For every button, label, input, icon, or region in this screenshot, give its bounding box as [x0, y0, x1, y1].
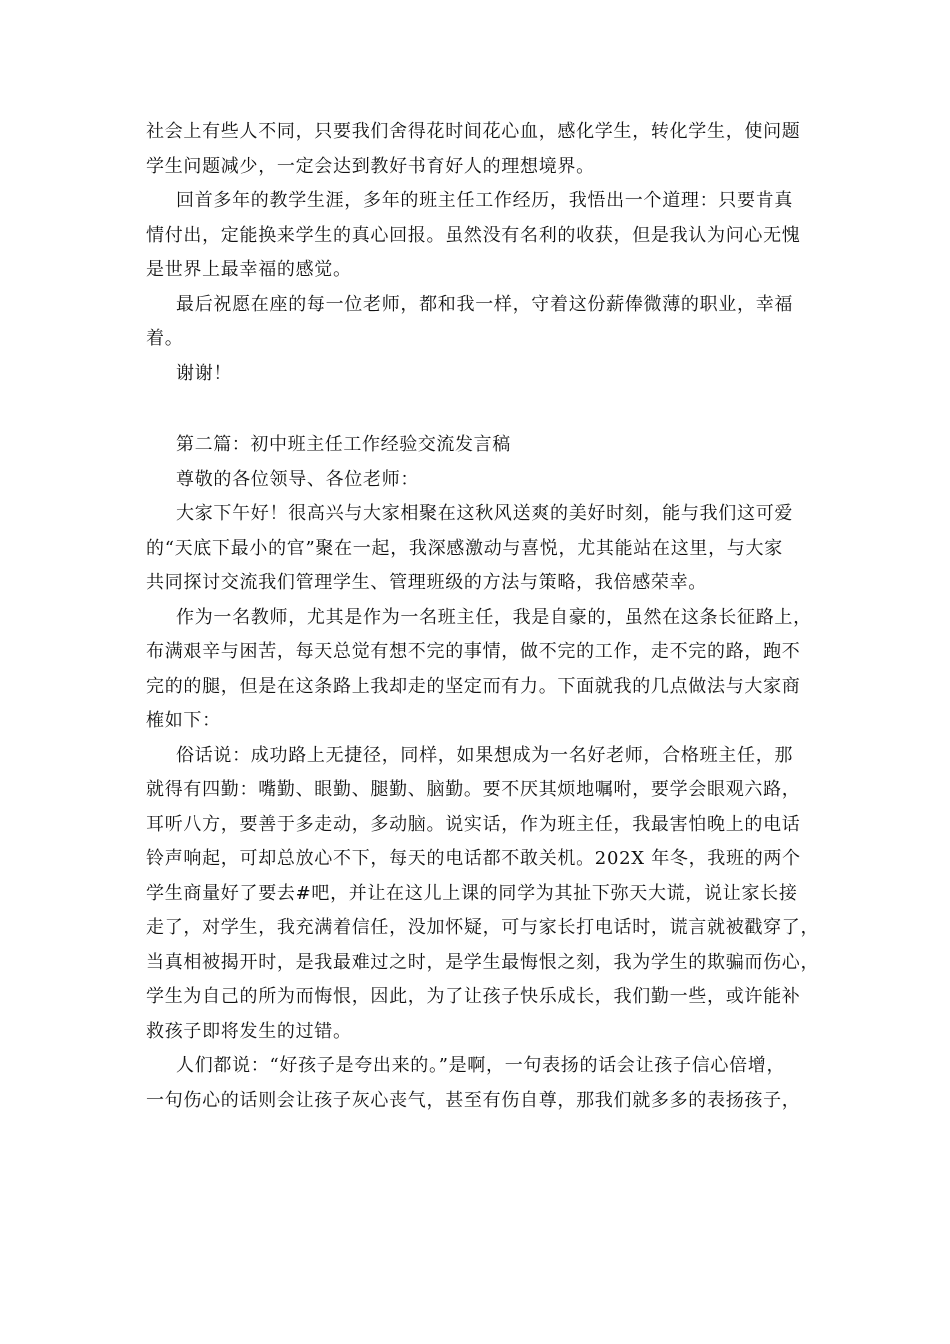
text-line: 一句伤心的话则会让孩子灰心丧气，甚至有伤自尊，那我们就多多的表扬孩子，	[146, 1089, 801, 1111]
text-line: 救孩子即将发生的过错。	[146, 1020, 352, 1042]
text-line: 共同探讨交流我们管理学生、管理班级的方法与策略，我倍感荣幸。	[146, 572, 707, 593]
text-line: 的“天底下最小的官”聚在一起，我深感激动与喜悦，尤其能站在这里，与大家	[146, 537, 783, 559]
text-line: 人们都说：“好孩子是夸出来的。”是啊，一句表扬的话会让孩子信心倍增，	[176, 1055, 786, 1076]
text-line: 学生问题减少，一定会达到教好书育好人的理想境界。	[146, 155, 595, 177]
text-line: 回首多年的教学生涯，多年的班主任工作经历，我悟出一个道理：只要肯真	[176, 190, 794, 211]
paragraph-4	[146, 497, 810, 601]
text-line: 耳听八方，要善于多走动，多动脑。说实话，作为班主任，我最害怕晚上的电话	[146, 813, 801, 835]
paragraph-1	[146, 115, 810, 184]
text-line: 就得有四勤：嘴勤、眼勤、腿勤、脑勤。要不厌其烦地嘱咐，要学会眼观六路，	[146, 779, 801, 800]
section-gap	[146, 391, 810, 428]
text-line: 完的的腿，但是在这条路上我却走的坚定而有力。下面就我的几点做法与大家商	[146, 675, 801, 697]
text-line: 学生商量好了要去#吧，并让在这儿上课的同学为其扯下弥天大谎，说让家长接	[146, 882, 798, 904]
document-page	[146, 115, 820, 1118]
paragraph-6	[146, 739, 820, 1050]
text-line: 情付出，定能换来学生的真心回报。虽然没有名利的收获，但是我认为问心无愧	[146, 224, 801, 246]
text-line: 作为一名教师，尤其是作为一名班主任，我是自豪的，虽然在这条长征路上，	[176, 606, 812, 628]
text-line: 布满艰辛与困苦，每天总觉有想不完的事情，做不完的工作，走不完的路，跑不	[146, 641, 801, 662]
text-line: 社会上有些人不同，只要我们舍得花时间花心血，感化学生，转化学生，使问题	[146, 121, 801, 142]
section-title: 第二篇：初中班主任工作经验交流发言稿	[176, 434, 511, 455]
text-line: 走了，对学生，我充满着信任，没加怀疑，可与家长打电话时，谎言就被戳穿了，	[146, 917, 820, 938]
thanks-text: 谢谢！	[176, 362, 233, 384]
text-line: 大家下午好！很高兴与大家相聚在这秋风送爽的美好时刻，能与我们这可爱	[176, 503, 794, 524]
text-line: 着。	[146, 328, 184, 349]
paragraph-7	[146, 1049, 810, 1118]
paragraph-3	[146, 288, 810, 357]
text-line: 铃声响起，可却总放心不下，每天的电话都不敢关机。202X 年冬，我班的两个	[146, 848, 801, 869]
text-line: 学生为自己的所为而悔恨，因此，为了让孩子快乐成长，我们勤一些，或许能补	[146, 986, 801, 1007]
text-line: 是世界上最幸福的感觉。	[146, 259, 352, 280]
paragraph-5	[146, 601, 810, 739]
paragraph-2	[146, 184, 810, 288]
text-line: 俗话说：成功路上无捷径，同样，如果想成为一名好老师，合格班主任，那	[176, 744, 794, 766]
text-line: 榷如下：	[146, 710, 221, 731]
text-line: 当真相被揭开时，是我最难过之时，是学生最悔恨之刻，我为学生的欺骗而伤心，	[146, 951, 820, 973]
text-line: 最后祝愿在座的每一位老师，都和我一样，守着这份薪俸微薄的职业，幸福	[176, 293, 794, 315]
greeting: 尊敬的各位领导、各位老师：	[176, 468, 420, 490]
